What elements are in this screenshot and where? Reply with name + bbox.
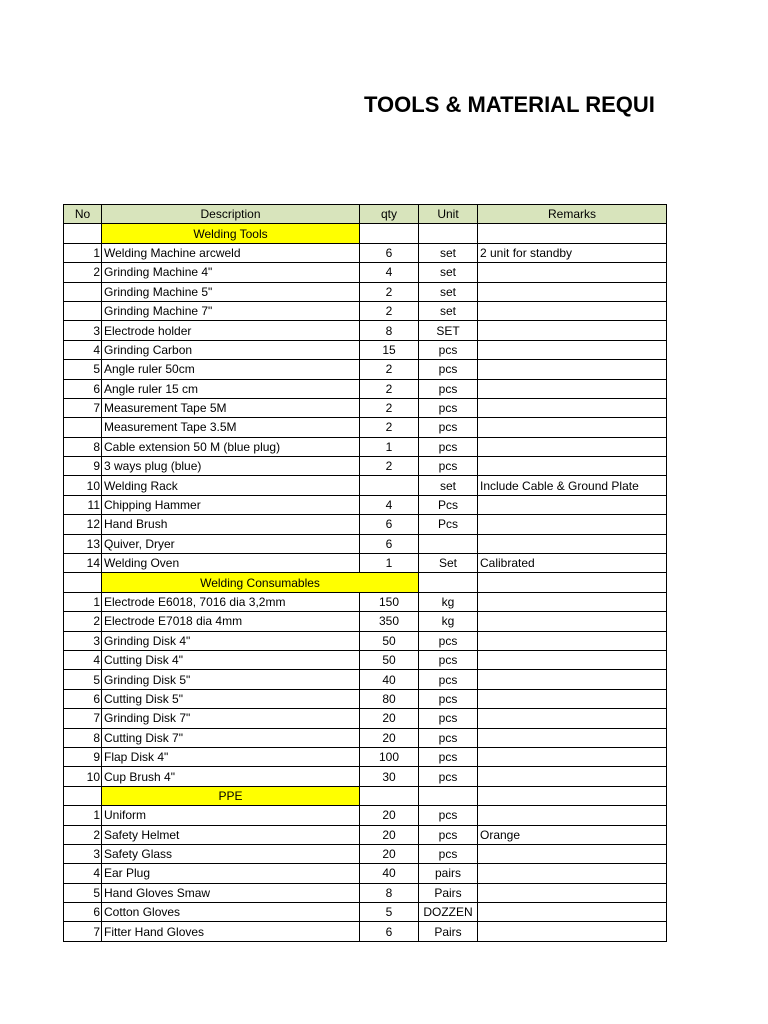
table-row	[64, 301, 667, 320]
table-row	[64, 922, 667, 941]
row-no: 2	[64, 825, 102, 844]
section-row	[64, 224, 667, 243]
row-qty	[360, 476, 419, 495]
row-description: Cup Brush 4"	[102, 767, 360, 786]
row-unit: Pairs	[419, 883, 478, 902]
table-row	[64, 825, 667, 844]
row-qty: 6	[360, 534, 419, 553]
row-no	[64, 418, 102, 437]
section-no-cell	[64, 224, 102, 243]
row-remarks	[478, 418, 667, 437]
table-body	[64, 224, 667, 941]
row-qty: 30	[360, 767, 419, 786]
row-no: 4	[64, 650, 102, 669]
row-unit	[419, 534, 478, 553]
row-description: Ear Plug	[102, 864, 360, 883]
table-row	[64, 418, 667, 437]
row-no: 7	[64, 922, 102, 941]
row-remarks	[478, 360, 667, 379]
table-row	[64, 360, 667, 379]
row-remarks	[478, 844, 667, 863]
row-qty: 20	[360, 806, 419, 825]
row-remarks	[478, 709, 667, 728]
section-unit-cell	[419, 573, 478, 592]
row-remarks	[478, 534, 667, 553]
row-unit: DOZZEN	[419, 903, 478, 922]
row-unit: pcs	[419, 650, 478, 669]
table-row	[64, 476, 667, 495]
row-qty: 8	[360, 321, 419, 340]
row-no: 6	[64, 379, 102, 398]
table-row	[64, 398, 667, 417]
row-unit: pcs	[419, 689, 478, 708]
row-no: 1	[64, 592, 102, 611]
row-description: Cutting Disk 5"	[102, 689, 360, 708]
table-row	[64, 554, 667, 573]
row-unit: kg	[419, 592, 478, 611]
section-qty-cell	[360, 224, 419, 243]
row-remarks	[478, 379, 667, 398]
row-description: Grinding Machine 5"	[102, 282, 360, 301]
row-no: 2	[64, 263, 102, 282]
row-no: 10	[64, 476, 102, 495]
row-remarks	[478, 282, 667, 301]
section-row	[64, 786, 667, 805]
header-unit: Unit	[419, 205, 478, 224]
table-row	[64, 864, 667, 883]
row-no: 12	[64, 515, 102, 534]
table-row	[64, 592, 667, 611]
row-qty: 1	[360, 437, 419, 456]
row-remarks	[478, 263, 667, 282]
section-unit-cell	[419, 224, 478, 243]
row-unit: set	[419, 476, 478, 495]
row-qty: 2	[360, 457, 419, 476]
row-description: Angle ruler 15 cm	[102, 379, 360, 398]
row-no: 6	[64, 903, 102, 922]
table-row	[64, 883, 667, 902]
row-no: 7	[64, 398, 102, 417]
row-description: Angle ruler 50cm	[102, 360, 360, 379]
header-qty: qty	[360, 205, 419, 224]
row-qty: 1	[360, 554, 419, 573]
row-unit: Pcs	[419, 495, 478, 514]
row-description: Safety Helmet	[102, 825, 360, 844]
row-description: Grinding Disk 4"	[102, 631, 360, 650]
row-description: Measurement Tape 5M	[102, 398, 360, 417]
row-qty: 20	[360, 709, 419, 728]
row-remarks	[478, 398, 667, 417]
row-remarks: 2 unit for standby	[478, 243, 667, 262]
row-remarks	[478, 612, 667, 631]
row-remarks	[478, 650, 667, 669]
row-description: Cutting Disk 7"	[102, 728, 360, 747]
row-unit: pcs	[419, 767, 478, 786]
header-no: No	[64, 205, 102, 224]
row-unit: pcs	[419, 844, 478, 863]
row-unit: pcs	[419, 457, 478, 476]
row-unit: set	[419, 301, 478, 320]
table-row	[64, 379, 667, 398]
table-row	[64, 321, 667, 340]
row-description: Fitter Hand Gloves	[102, 922, 360, 941]
row-qty: 8	[360, 883, 419, 902]
row-description: Flap Disk 4"	[102, 747, 360, 766]
row-unit: set	[419, 243, 478, 262]
section-remarks-cell	[478, 224, 667, 243]
row-remarks: Include Cable & Ground Plate	[478, 476, 667, 495]
row-qty: 2	[360, 379, 419, 398]
table-row	[64, 709, 667, 728]
table-row	[64, 263, 667, 282]
row-no: 3	[64, 844, 102, 863]
row-unit: pcs	[419, 379, 478, 398]
row-unit: pairs	[419, 864, 478, 883]
row-qty: 6	[360, 515, 419, 534]
row-remarks	[478, 592, 667, 611]
row-no: 7	[64, 709, 102, 728]
row-remarks	[478, 864, 667, 883]
header-row	[64, 205, 667, 224]
row-unit: pcs	[419, 747, 478, 766]
row-no: 13	[64, 534, 102, 553]
row-description: Electrode E7018 dia 4mm	[102, 612, 360, 631]
row-no: 4	[64, 340, 102, 359]
row-no: 2	[64, 612, 102, 631]
table-row	[64, 515, 667, 534]
materials-table	[63, 204, 667, 942]
row-qty: 15	[360, 340, 419, 359]
row-remarks	[478, 515, 667, 534]
row-unit: pcs	[419, 631, 478, 650]
section-qty-cell	[360, 786, 419, 805]
row-unit: pcs	[419, 340, 478, 359]
row-description: Uniform	[102, 806, 360, 825]
row-unit: pcs	[419, 825, 478, 844]
row-description: Welding Machine arcweld	[102, 243, 360, 262]
row-remarks	[478, 670, 667, 689]
row-remarks	[478, 437, 667, 456]
section-unit-cell	[419, 786, 478, 805]
row-description: Grinding Carbon	[102, 340, 360, 359]
row-unit: set	[419, 282, 478, 301]
header-remarks: Remarks	[478, 205, 667, 224]
row-qty: 4	[360, 263, 419, 282]
row-unit: pcs	[419, 709, 478, 728]
table-row	[64, 650, 667, 669]
table-row	[64, 243, 667, 262]
row-qty: 150	[360, 592, 419, 611]
row-description: Hand Brush	[102, 515, 360, 534]
row-unit: kg	[419, 612, 478, 631]
row-description: Electrode E6018, 7016 dia 3,2mm	[102, 592, 360, 611]
table-row	[64, 728, 667, 747]
row-remarks	[478, 806, 667, 825]
row-description: Cotton Gloves	[102, 903, 360, 922]
section-remarks-cell	[478, 573, 667, 592]
row-unit: Pcs	[419, 515, 478, 534]
row-description: Cable extension 50 M (blue plug)	[102, 437, 360, 456]
row-qty: 5	[360, 903, 419, 922]
row-remarks	[478, 457, 667, 476]
row-remarks	[478, 767, 667, 786]
row-remarks	[478, 340, 667, 359]
row-unit: SET	[419, 321, 478, 340]
row-remarks	[478, 922, 667, 941]
row-qty: 20	[360, 825, 419, 844]
row-unit: pcs	[419, 360, 478, 379]
table-row	[64, 767, 667, 786]
row-qty: 20	[360, 844, 419, 863]
row-no: 3	[64, 321, 102, 340]
row-no: 5	[64, 670, 102, 689]
row-description: Grinding Disk 7"	[102, 709, 360, 728]
section-no-cell	[64, 786, 102, 805]
row-no: 11	[64, 495, 102, 514]
page-title: TOOLS & MATERIAL REQUI	[364, 92, 655, 117]
header-description: Description	[102, 205, 360, 224]
row-qty: 2	[360, 398, 419, 417]
row-no: 5	[64, 883, 102, 902]
row-qty: 2	[360, 418, 419, 437]
table-row	[64, 844, 667, 863]
row-remarks	[478, 903, 667, 922]
row-qty: 2	[360, 360, 419, 379]
row-no	[64, 282, 102, 301]
row-remarks: Orange	[478, 825, 667, 844]
row-qty: 4	[360, 495, 419, 514]
section-title: PPE	[102, 786, 360, 805]
row-no: 8	[64, 437, 102, 456]
row-no: 5	[64, 360, 102, 379]
row-unit: Pairs	[419, 922, 478, 941]
table-row	[64, 437, 667, 456]
row-no: 10	[64, 767, 102, 786]
row-description: Quiver, Dryer	[102, 534, 360, 553]
row-remarks	[478, 689, 667, 708]
row-unit: pcs	[419, 418, 478, 437]
table-row	[64, 747, 667, 766]
section-no-cell	[64, 573, 102, 592]
table-row	[64, 534, 667, 553]
row-qty: 6	[360, 922, 419, 941]
row-remarks	[478, 883, 667, 902]
row-remarks	[478, 631, 667, 650]
row-no: 1	[64, 806, 102, 825]
row-qty: 350	[360, 612, 419, 631]
row-qty: 2	[360, 301, 419, 320]
row-no: 9	[64, 457, 102, 476]
row-qty: 40	[360, 670, 419, 689]
row-qty: 50	[360, 631, 419, 650]
row-remarks	[478, 747, 667, 766]
section-remarks-cell	[478, 786, 667, 805]
row-description: Safety Glass	[102, 844, 360, 863]
row-description: Grinding Machine 7"	[102, 301, 360, 320]
row-remarks	[478, 495, 667, 514]
row-remarks	[478, 301, 667, 320]
row-qty: 6	[360, 243, 419, 262]
table-row	[64, 670, 667, 689]
row-description: Hand Gloves Smaw	[102, 883, 360, 902]
row-description: Cutting Disk 4"	[102, 650, 360, 669]
row-qty: 2	[360, 282, 419, 301]
row-description: Grinding Disk 5"	[102, 670, 360, 689]
row-remarks	[478, 321, 667, 340]
row-description: Welding Rack	[102, 476, 360, 495]
table-row	[64, 903, 667, 922]
row-no: 3	[64, 631, 102, 650]
row-description: Chipping Hammer	[102, 495, 360, 514]
row-unit: pcs	[419, 437, 478, 456]
table-row	[64, 631, 667, 650]
row-qty: 80	[360, 689, 419, 708]
row-unit: pcs	[419, 728, 478, 747]
table-row	[64, 495, 667, 514]
row-qty: 100	[360, 747, 419, 766]
row-unit: pcs	[419, 806, 478, 825]
row-unit: pcs	[419, 670, 478, 689]
row-description: Measurement Tape 3.5M	[102, 418, 360, 437]
section-row	[64, 573, 667, 592]
row-no: 8	[64, 728, 102, 747]
table-row	[64, 806, 667, 825]
row-remarks: Calibrated	[478, 554, 667, 573]
row-qty: 50	[360, 650, 419, 669]
row-unit: set	[419, 263, 478, 282]
row-qty: 20	[360, 728, 419, 747]
section-title: Welding Tools	[102, 224, 360, 243]
row-description: 3 ways plug (blue)	[102, 457, 360, 476]
section-title: Welding Consumables	[102, 573, 419, 592]
row-no: 14	[64, 554, 102, 573]
table-row	[64, 457, 667, 476]
table-row	[64, 282, 667, 301]
row-description: Grinding Machine 4"	[102, 263, 360, 282]
row-no: 6	[64, 689, 102, 708]
table-row	[64, 340, 667, 359]
row-unit: pcs	[419, 398, 478, 417]
row-no: 4	[64, 864, 102, 883]
row-remarks	[478, 728, 667, 747]
row-no: 1	[64, 243, 102, 262]
row-qty: 40	[360, 864, 419, 883]
row-description: Electrode holder	[102, 321, 360, 340]
row-no	[64, 301, 102, 320]
row-description: Welding Oven	[102, 554, 360, 573]
table-row	[64, 689, 667, 708]
table-row	[64, 612, 667, 631]
row-unit: Set	[419, 554, 478, 573]
row-no: 9	[64, 747, 102, 766]
